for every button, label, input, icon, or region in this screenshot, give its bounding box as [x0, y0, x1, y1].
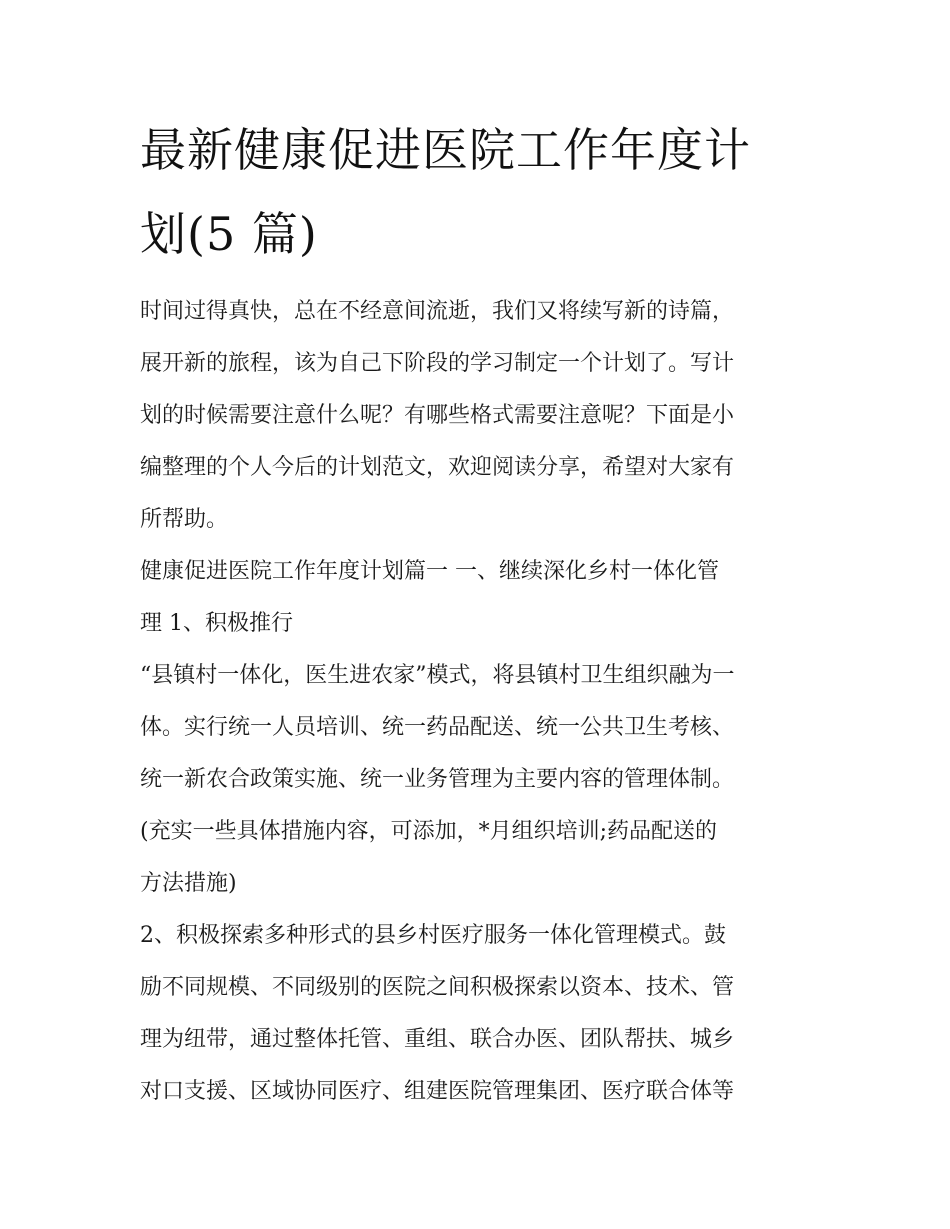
body-line: 划的时候需要注意什么呢？有哪些格式需要注意呢？下面是小 — [140, 403, 735, 428]
body-line: 时间过得真快，总在不经意间流逝，我们又将续写新的诗篇， — [140, 299, 735, 324]
body-line: 所帮助。 — [140, 507, 229, 532]
body-line: 理 1、积极推行 — [140, 611, 293, 636]
document-title — [140, 108, 812, 276]
document-content — [140, 108, 812, 1118]
body-line: 2、积极探索多种形式的县乡村医疗服务一体化管理模式。鼓 — [140, 923, 726, 948]
body-line: (充实一些具体措施内容，可添加，*月组织培训;药品配送的 — [140, 819, 717, 844]
body-line: 对口支援、区域协同医疗、组建医院管理集团、医疗联合体等 — [140, 1079, 735, 1104]
body-line: 编整理的个人今后的计划范文，欢迎阅读分享，希望对大家有 — [140, 455, 735, 480]
body-line: 体。实行统一人员培训、统一药品配送、统一公共卫生考核、 — [140, 715, 735, 740]
document-body — [140, 286, 812, 1118]
body-line: 统一新农合政策实施、统一业务管理为主要内容的管理体制。 — [140, 767, 735, 792]
body-line: 理为纽带，通过整体托管、重组、联合办医、团队帮扶、城乡 — [140, 1027, 735, 1052]
body-line: 健康促进医院工作年度计划篇一 一、继续深化乡村一体化管 — [140, 559, 719, 584]
body-line: “县镇村一体化，医生进农家”模式，将县镇村卫生组织融为一 — [140, 663, 735, 688]
body-line: 励不同规模、不同级别的医院之间积极探索以资本、技术、管 — [140, 975, 735, 1000]
body-line: 展开新的旅程，该为自己下阶段的学习制定一个计划了。写计 — [140, 351, 735, 376]
body-line: 方法措施) — [140, 871, 237, 896]
title-line-2: 划(5 篇) — [140, 207, 318, 261]
title-line-1: 最新健康促进医院工作年度计 — [140, 123, 751, 177]
